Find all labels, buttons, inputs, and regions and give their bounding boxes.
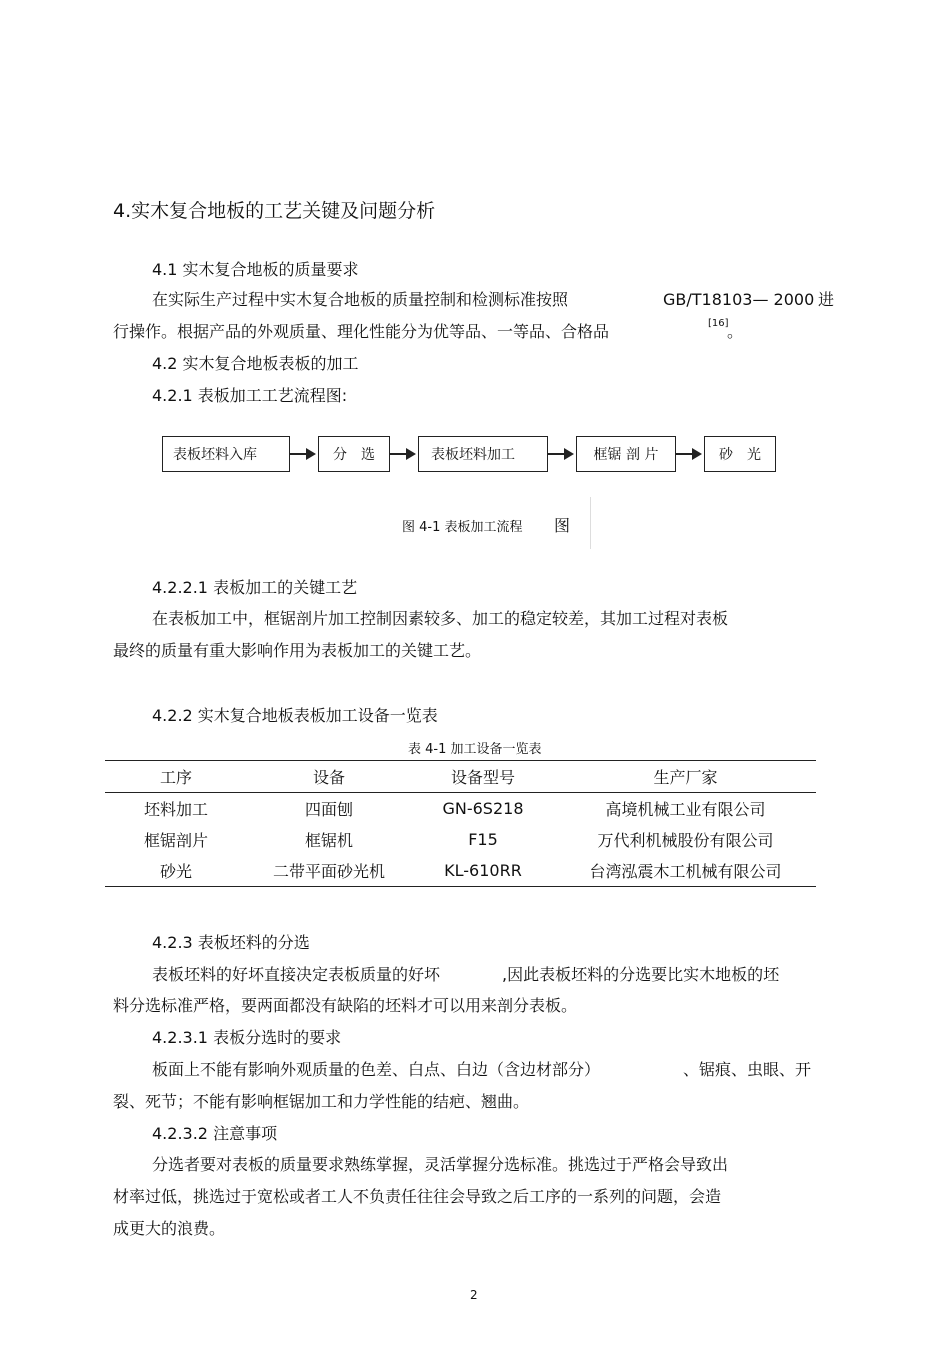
page-number: 2 [470,1288,478,1302]
paragraph-4-1-line1-end: 进 [818,290,835,309]
subsection-4-2-2: 4.2.2 实木复合地板表板加工设备一览表 [152,706,438,725]
paragraph-4-2-3-2-line3: 成更大的浪费。 [113,1219,226,1238]
table-cell: 台湾泓震木工机械有限公司 [589,862,782,881]
table-cell: 四面刨 [304,800,353,819]
paragraph-4-1-end: 。 [727,322,744,341]
flow-step-5 [704,436,776,472]
table-cell: F15 [468,830,498,849]
table-cell: 框锯剖片 [143,831,208,850]
paragraph-4-1-line2: 行操作。根据产品的外观质量、理化性能分为优等品、一等品、合格品 [113,322,610,341]
paragraph-4-2-2-1-line1: 在表板加工中，框锯剖片加工控制因素较多、加工的稳定较差，其加工过程对表板 [152,609,729,628]
table-cell: 万代利机械股份有限公司 [597,831,774,850]
figure-caption: 图 4-1 表板加工流程 [402,520,523,535]
subsection-4-1: 4.1 实木复合地板的质量要求 [152,260,359,279]
paragraph-4-2-3-2-line2: 材率过低，挑选过于宽松或者工人不负责任往往会导致之后工序的一系列的问题，会造 [113,1187,722,1206]
flow-step-4 [576,436,676,472]
paragraph-4-2-3-1-line1-cont: 、锯痕、虫眼、开 [683,1060,812,1079]
subsection-4-2-3: 4.2.3 表板坯料的分选 [152,933,310,952]
column-header: 生产厂家 [653,768,718,787]
table-cell: 砂光 [159,862,192,881]
flow-step-3 [418,436,548,472]
subsection-4-2: 4.2 实木复合地板表板的加工 [152,354,359,373]
paragraph-4-2-3-line2: 料分选标准严格，要两面都没有缺陷的坯料才可以用来剖分表板。 [113,996,578,1015]
table-caption: 表 4-1 加工设备一览表 [408,742,542,757]
arrow-icon [548,453,572,455]
figure-caption-tail: 图 [554,516,571,535]
table-cell: 框锯机 [304,831,353,850]
paragraph-4-2-3-line1: 表板坯料的好坏直接决定表板质量的好坏 [152,965,441,984]
paragraph-4-2-3-2-line1: 分选者要对表板的质量要求熟练掌握，灵活掌握分选标准。挑选过于严格会导致出 [152,1155,729,1174]
divider [590,497,591,549]
table-row [105,793,816,825]
table-cell: 坯料加工 [143,800,208,819]
standard-code: GB/T18103— 2000 [663,290,815,309]
table-row [105,855,816,887]
flow-step-1 [162,436,290,472]
column-header: 设备型号 [450,768,515,787]
flow-step-label: 表板坯料加工 [431,447,515,463]
column-header: 设备 [312,768,345,787]
table-cell: 二带平面砂光机 [272,862,385,881]
section-heading: 4.实木复合地板的工艺关键及问题分析 [113,200,436,222]
arrow-icon [390,453,414,455]
flow-step-label: 砂 光 [719,447,761,463]
equipment-table [105,760,816,887]
paragraph-4-1-line1: 在实际生产过程中实木复合地板的质量控制和检测标准按照 [152,290,569,309]
flow-step-label: 分 选 [333,447,375,463]
table-row [105,824,816,855]
arrow-icon [290,453,314,455]
paragraph-4-2-3-line1-cont: ,因此表板坯料的分选要比实木地板的坯 [502,965,780,984]
subsection-4-2-2-1: 4.2.2.1 表板加工的关键工艺 [152,578,358,597]
paragraph-4-2-2-1-line2: 最终的质量有重大影响作用为表板加工的关键工艺。 [113,641,482,660]
table-cell: GN-6S218 [442,799,524,818]
flow-step-label: 框锯 剖 片 [593,447,659,463]
subsection-4-2-3-2: 4.2.3.2 注意事项 [152,1124,278,1143]
column-header: 工序 [159,768,192,787]
paragraph-4-2-3-1-line1: 板面上不能有影响外观质量的色差、白点、白边（含边材部分） [152,1060,601,1079]
subsection-4-2-1: 4.2.1 表板加工工艺流程图: [152,386,348,405]
table-cell: KL-610RR [444,861,522,880]
arrow-icon [676,453,700,455]
citation-ref: [16] [708,318,729,329]
paragraph-4-2-3-1-line2: 裂、死节；不能有影响框锯加工和力学性能的结疤、翘曲。 [113,1092,530,1111]
flow-step-2 [318,436,390,472]
table-header-row [105,761,816,793]
flow-step-label: 表板坯料入库 [173,447,257,463]
subsection-4-2-3-1: 4.2.3.1 表板分选时的要求 [152,1028,342,1047]
table-cell: 高境机械工业有限公司 [605,800,766,819]
